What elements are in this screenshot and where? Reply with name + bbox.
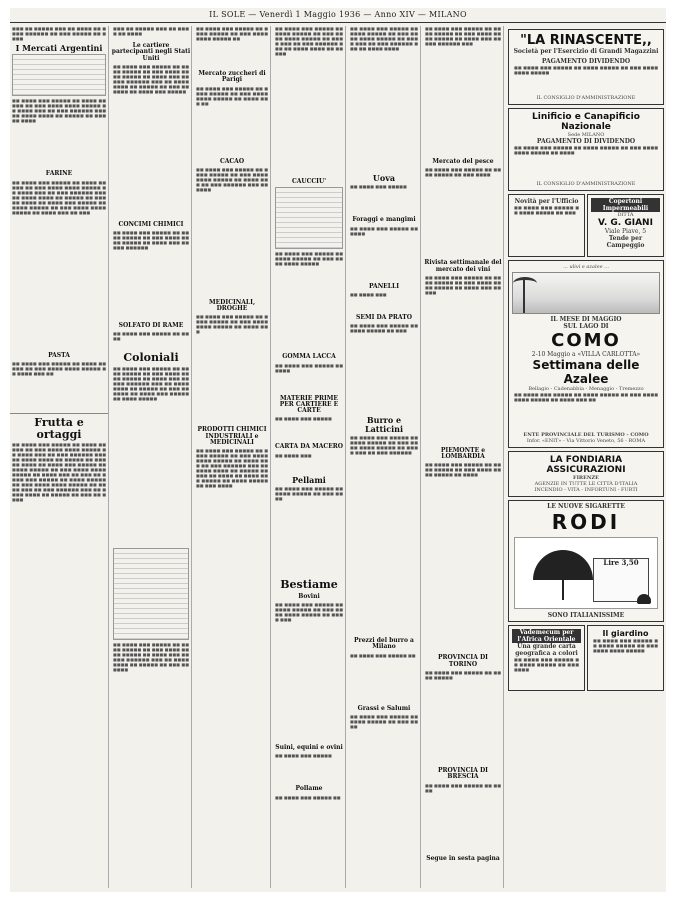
heading-frutta-ortaggi: Frutta e ortaggi <box>34 415 84 441</box>
heading-cacao: CACAO <box>219 157 245 165</box>
ad-rodi-illustration <box>514 537 658 609</box>
heading-uova: Uova <box>372 173 396 183</box>
filler-text: ■■ ■■■■ ■■■ ■■■■■ ■■ ■■■■ <box>113 331 189 342</box>
ad-vademecum-title: Vademecum per l'Africa Orientale <box>512 629 581 643</box>
ad-como-week: Settimana delle Azalee <box>532 358 640 386</box>
filler-text: ■■ ■■■■ ■■■ ■■■■■ ■■ ■■■■ ■■■■■ ■■ ■■■ ■■■■ ■■■■ ■■■■■ ■■ ■■■■ ■■■ ■■ ■■■ ■■■■■■ ■■■ ■■ ■■■■ ■■■■ ■■ ■■■■■ ■■ ■■■ ■■ ■■■■ <box>113 642 189 673</box>
heading-mercati-argentini: I Mercati Argentini <box>15 43 103 53</box>
heading-foraggi: Foraggi e mangimi <box>352 216 416 224</box>
ad-fondiaria-sub: AGENZIE IN TUTTE LE CITTÀ D'ITALIA <box>534 481 638 487</box>
lake-illustration <box>512 272 660 314</box>
ad-rinascente-head: PAGAMENTO DIVIDENDO <box>541 58 631 65</box>
filler-text: ■■ ■■■■ ■■■ ■■■■■ ■■ ■■■■ ■■■■■ ■■ ■■■ ■■■■ ■■■■ ■■■■■ ■■ ■■■■ ■■■ ■■ ■■■ ■■■■■■ ■■■ ■■ ■■■■ ■■■■ ■■ ■■■■■ ■■ ■■■ ■■ ■■■■ <box>12 98 106 124</box>
ad-novita-ufficio <box>508 194 585 257</box>
ad-como-dates: 2-10 Maggio a «VILLA CARLOTTA» <box>531 351 641 358</box>
ad-rodi <box>508 500 664 622</box>
heading-brescia: PROVINCIA DI BRESCIA <box>438 767 488 781</box>
palm-icon <box>523 279 547 313</box>
heading-mercato-pesce: Mercato del pesce <box>432 158 494 165</box>
filler-text: ■■ ■■■■ ■■■ ■■■■■ ■■ ■■■■ ■■■■■ ■■ ■■■ ■■■■ ■■■■ ■■■■■ ■■ ■■■■ ■■■ <box>196 314 268 335</box>
filler-text: ■■ ■■■■ ■■■ ■■■■■ ■■ <box>350 652 416 658</box>
ad-giani-ditta: DITTA <box>617 212 634 218</box>
heading-farine: FARINE <box>45 170 73 178</box>
ad-giani-name: V. G. GIANI <box>598 218 653 228</box>
ad-como-city: COMO <box>551 330 621 351</box>
ad-fondiaria-rami: INCENDIO - VITA - INFORTUNI - FURTI <box>534 487 638 493</box>
filler-text: ■■ ■■■■ ■■■ ■■■■■ ■■ ■■■■ ■■■■■ ■■ ■■■ ■■■■ ■■■■ ■■■■■ ■■ ■■■■ ■■■ ■■ ■■■ ■■■■■■ ■■■ ■■ ■■■■ ■■■■ ■■ ■■■■■ ■■ ■■■ ■■ ■■■■ ■■ ■■■■ ■■■ ■■■■■ <box>113 63 189 94</box>
price-table <box>12 54 106 96</box>
ad-giani-row <box>508 194 664 257</box>
heading-caucciu: CAUCCIU' <box>291 178 327 185</box>
ad-rinascente-sub: Società per l'Esercizio di Grandi Magazzini <box>513 48 659 55</box>
heading-panelli: PANELLI <box>368 282 400 290</box>
ad-giani-box: Copertoni Impermeabili <box>591 198 660 212</box>
ad-como-top: ... ulivi e azalee ... <box>563 264 609 270</box>
ad-vademecum <box>508 625 585 691</box>
heading-cartiere: Le cartiere partecipanti negli Stati Uniti <box>111 42 191 62</box>
filler-text: ■■ ■■■■ ■■■ ■■■■■ ■■ ■■■■ ■■■■■ ■■ ■■■ ■■■■ ■■■■ ■■■■■ ■■ ■■■■ ■■■ ■■ <box>196 85 268 106</box>
filler-text: ■■ ■■■■ ■■■ ■■■■■ ■■ ■■■■ ■■■■■ <box>425 670 501 681</box>
column-4 <box>273 26 346 888</box>
newspaper-page <box>10 8 666 892</box>
filler-text: ■■ ■■■■ ■■■ ■■■■■ ■■ ■■■■ ■■■■■ ■■ ■■■ ■■■■ ■■■■ ■■■■■ <box>275 251 343 267</box>
filler-text: ■■ ■■■■ ■■■ ■■■■■ ■■ ■■■■ ■■■■■ ■■ ■■■ ■■■■ ■■■■ ■■■■■ ■■ ■■■■ ■■■ ■■ ■■■ ■■■■■■ ■■■ ■■ ■■■■ ■■■■ ■■ ■■■■■ ■■ ■■■ ■■ ■■■■ ■■ ■■■■ ■■■ ■■■■■ ■■ ■■■■ ■■■■■ <box>113 366 189 402</box>
heading-burro-latticini: Burro e Latticini <box>364 415 403 434</box>
ad-linificio <box>508 108 664 191</box>
ad-giani <box>587 194 664 257</box>
heading-prodotti-chimici: PRODOTTI CHIMICI INDUSTRIALI e MEDICINALI <box>197 426 267 447</box>
ad-como-places: Bellagio - Cadenabbia - Menaggio - Tremezzo <box>528 386 644 392</box>
divider <box>10 413 108 414</box>
ad-fondiaria <box>508 451 664 497</box>
heading-concimi: CONCIMI CHIMICI <box>118 220 184 228</box>
filler-text: ■■ ■■■■ ■■■ ■■■■■ ■■ ■■■■ ■■■■■ ■■ ■■■ <box>514 205 579 215</box>
heading-zuccheri-parigi: Mercato zuccheri di Parigi <box>198 70 266 84</box>
ad-linificio-sub: Sede MILANO <box>567 132 605 138</box>
ad-linificio-title: Linificio e Canapificio Nazionale <box>532 112 640 132</box>
ad-como-info: Infor. «ENIT» - Via Vittorio Veneto, 56 - ROMA <box>526 438 646 444</box>
filler-text: ■■ ■■■■ ■■■ <box>275 452 312 458</box>
filler-text: ■■ ■■■■ ■■■ ■■■■■ ■■ ■■■■ ■■■■■ ■■ ■■■ ■■■■ <box>275 486 343 502</box>
heading-prezzi-burro: Prezzi del burro a Milano <box>354 637 414 651</box>
ad-como-ente: ENTE PROVINCIALE DEL TURISMO - COMO <box>523 432 649 438</box>
ad-giardino-title: Il giardino <box>602 629 649 638</box>
filler-text: ■■■ ■■ ■■■■■ ■■■ ■■ ■■■■ ■■ ■■■■ ■■■■■■ ■■ ■■■ ■■■■■ ■■ ■■■■ <box>12 26 106 41</box>
heading-carta-macero: CARTA DA MACERO <box>275 443 343 451</box>
filler-text: ■■ ■■■■ ■■■ ■■■■■ ■■ ■■■■ ■■■■■ ■■ ■■■ ■■■■ ■■■■ ■■■■■ ■■ ■■■■ ■■■ ■■ ■■■ ■■■■■■ ■■■ ■■ ■■■■ ■■■■ ■■ ■■■■■ ■■ ■■■ ■■ ■■■■ ■■ ■■■■ ■■■ ■■■■■ ■■ ■■■■ ■■■■■ ■■ ■■■ ■■■■ ■■■■ ■■■■■ ■■ ■■■■ ■■■ ■■ ■■■ ■■ ■■■■ ■■■ ■■■■■ ■■ ■■■■ ■■■■■ ■■ ■■■ ■■■■ ■■■■ ■■■■■ ■■ ■■■■ ■■■ ■■ ■■■ ■■■■■■ ■■■ ■■ ■■■■ ■■■■ ■■ ■■■■■ ■■ ■■■ ■■ ■■■■ <box>12 442 106 503</box>
price-table <box>275 187 343 249</box>
heading-gomma-lacca: GOMMA LACCA <box>282 353 336 361</box>
column-3 <box>194 26 271 888</box>
filler-text: ■■ ■■■■ ■■■ ■■■■■ <box>275 753 332 759</box>
column-2 <box>111 26 192 888</box>
ad-giani-addr: Viale Piave, 5 <box>604 228 647 235</box>
heading-pollame: Pollame <box>295 785 323 793</box>
filler-text: ■■ ■■■■ ■■■ ■■■■■ ■■ ■■■■ ■■■■■ ■■ ■■■ ■■■■ ■■■■ ■■■■■ <box>514 65 658 75</box>
ad-bottom-row <box>508 625 664 691</box>
ad-vademecum-body: Una grande carta geografica a colori <box>515 643 578 657</box>
heading-solfato: SOLFATO DI RAME <box>118 322 184 330</box>
ad-fondiaria-city: FIRENZE <box>573 475 599 481</box>
filler-text: ■■ ■■■■ ■■■ ■■■■■ ■■ ■■■■ ■■■■■ ■■ ■■■ ■■■■ <box>350 713 418 729</box>
heading-bestiame: Bestiame <box>280 578 338 592</box>
heading-piemonte: PIEMONTE e LOMBARDIA <box>440 446 486 461</box>
filler-text: ■■ ■■■■ ■■■ ■■■■■ ■■ ■■■■ ■■■■■ ■■ ■■■ ■■■■ ■■■■ ■■■■■ ■■ ■■■■ ■■■ ■■ ■■■ ■■■■■■ ■■■ ■■ ■■■■ <box>196 166 268 192</box>
filler-text: ■■ ■■■■ ■■■ ■■■■■ ■■ ■■■■ ■■■■■ ■■ ■■■ ■■■■ <box>425 167 501 178</box>
ad-rodi-name: RODI <box>551 510 621 534</box>
ads-column <box>506 26 666 888</box>
heading-pellami: Pellami <box>292 474 326 485</box>
filler-text: ■■ ■■■■ ■■■ ■■■■■ ■■ ■■■■ ■■■■■ ■■ ■■■ ■■■■ ■■■■ ■■■■■ ■■ <box>196 26 268 41</box>
ad-giani-tende: Tende per Campeggio <box>606 235 645 249</box>
filler-text: ■■ ■■■■ ■■■ ■■■■■ ■■ ■■■■ ■■■■■ ■■ ■■■ ■■■■ ■■■■ ■■■■■ ■■ ■■■■ <box>425 462 501 478</box>
ad-rinascente <box>508 29 664 105</box>
column-1 <box>10 26 109 888</box>
ad-rinascente-sign: IL CONSIGLIO D'AMMINISTRAZIONE <box>536 95 636 101</box>
ad-rodi-price: Lire 3,50 <box>593 558 649 602</box>
filler-text: ■■ ■■■■ ■■■ ■■■■■ ■■ ■■■■ <box>275 362 343 373</box>
umbrella-handle-icon <box>562 580 564 600</box>
filler-text: ■■ ■■■■ ■■■ ■■■■■ ■■ ■■■■ ■■■■■ ■■ ■■■ ■■■■ ■■■■ ■■■■■ ■■ ■■■■ <box>514 145 658 155</box>
filler-text: ■■■ ■■ ■■■■■ ■■■ ■■ ■■■■ ■■ ■■■■ <box>113 26 189 36</box>
filler-text: ■■ ■■■■ ■■■ ■■■■■ <box>350 184 407 190</box>
filler-text: ■■ ■■■■ ■■■ ■■■■■ ■■ ■■■■ ■■■■■ ■■ ■■■ ■■■■ ■■■■ ■■■■■ ■■ ■■■■ ■■■ ■■ <box>514 392 658 402</box>
heading-coloniali: Coloniali <box>123 351 179 365</box>
ad-linificio-sign: IL CONSIGLIO D'AMMINISTRAZIONE <box>536 181 636 187</box>
dog-icon <box>637 594 651 604</box>
filler-text: ■■ ■■■■ ■■■ ■■■■■ ■■ ■■■■ <box>350 225 418 236</box>
price-table <box>113 548 189 640</box>
ad-como-l1: IL MESE DI MAGGIO <box>550 316 622 323</box>
filler-text: ■■ ■■■■ ■■■ ■■■■■ ■■ ■■■■ ■■■■■ ■■ ■■■ ■■■■ ■■■■ ■■■■■ ■■ ■■■■ ■■■ ■■ ■■■ ■■■■■■ ■■■ ■■ ■■■■ ■■■■ ■■ ■■■■■ ■■ ■■■ ■■ ■■■■ ■■ ■■■■ ■■■ ■■■■■ ■■ ■■■■ ■■■■■ ■■ ■■■ ■■■■ ■■■■ ■■■■■ ■■ ■■■■ ■■■ ■■ ■■■ <box>12 179 106 215</box>
heading-torino: PROVINCIA DI TORINO <box>438 654 488 668</box>
ad-como <box>508 260 664 448</box>
filler-text: ■■ ■■■■ ■■■ ■■■■■ ■■ ■■■■ ■■■■■ ■■ ■■■ ■■■■ ■■■■ ■■■■■ ■■ ■■■■ ■■■ ■■ ■■■ <box>425 274 501 295</box>
ad-novita-title: Novità per l'Ufficio <box>514 198 579 205</box>
ad-rodi-bottom: SONO ITALIANISSIME <box>547 612 625 619</box>
filler-text: ■■ ■■■■ ■■■ ■■■■■ ■■ ■■■■ <box>425 782 501 793</box>
heading-materie-prime: MATERIE PRIME PER CARTIERE E CARTE <box>279 394 339 415</box>
filler-text: ■■ ■■■■ ■■■ ■■■■■ ■■ ■■■■ ■■■■■ ■■ ■■■ ■■■■ ■■■■ ■■■■■ ■■ ■■■■ ■■■ ■■ ■■■ ■■■■■■ ■■■ <box>425 26 501 46</box>
ad-linificio-head: PAGAMENTO DI DIVIDENDO <box>536 138 636 145</box>
column-6 <box>423 26 504 888</box>
filler-text: ■■ ■■■■ ■■■ ■■■■■ ■■ <box>275 794 341 800</box>
masthead: IL SOLE — Venerdì 1 Maggio 1936 — Anno XIV — MILANO <box>10 8 666 23</box>
ad-giardino <box>587 625 664 691</box>
filler-text: ■■ ■■■■ ■■■ ■■■■■ ■■ ■■■■ ■■■■■ ■■ ■■■ ■■■■ <box>514 657 579 672</box>
filler-text: ■■ ■■■■ ■■■ ■■■■■ ■■ ■■■■ ■■■■■ ■■ ■■■ ■■■■ ■■■■ ■■■■■ ■■ ■■■■ ■■■ ■■ ■■■ ■■■■■■ <box>350 435 418 456</box>
filler-text: ■■ ■■■■ ■■■ ■■■■■ ■■ ■■■■ ■■■■■ ■■ ■■■ ■■■■ ■■■■ ■■■■■ ■■ ■■■■ ■■■ ■■ ■■■ ■■■■■■ ■■■ ■■ ■■■■ ■■■■ ■■ ■■■■■ <box>275 26 343 56</box>
filler-text: ■■ ■■■■ ■■■ <box>350 291 387 297</box>
ad-rodi-top: LE NUOVE SIGARETTE <box>547 503 625 510</box>
continued-note: Segue in sesta pagina <box>426 854 500 862</box>
filler-text: ■■ ■■■■ ■■■ ■■■■■ ■■ ■■■■ ■■■■■ ■■ ■■■ ■■■■ ■■■■ ■■■■■ ■■ ■■■■ ■■■ ■■ <box>12 360 106 376</box>
heading-pasta: PASTA <box>48 351 70 359</box>
ad-fondiaria-title: LA FONDIARIA ASSICURAZIONI <box>546 455 626 475</box>
filler-text: ■■ ■■■■ ■■■ ■■■■■ ■■ ■■■■ ■■■■■ ■■ ■■■ ■■■■ ■■■■ ■■■■■ ■■ ■■■■ ■■■ <box>275 602 343 623</box>
heading-suini: Suini, equini e ovini <box>275 744 343 752</box>
ad-como-l2: SUL LAGO DI <box>563 323 609 330</box>
heading-bovini: Bovini <box>298 592 320 600</box>
filler-text: ■■ ■■■■ ■■■ ■■■■■ <box>275 416 332 422</box>
heading-grassi-salumi: Grassi e Salumi <box>357 704 411 712</box>
filler-text: ■■ ■■■■ ■■■ ■■■■■ ■■ ■■■■ ■■■■■ ■■ ■■■ ■■■■ ■■■■ ■■■■■ ■■ ■■■■ ■■■ ■■ ■■■ ■■■■■■ <box>113 230 189 251</box>
filler-text: ■■ ■■■■ ■■■ ■■■■■ ■■ ■■■■ ■■■■■ ■■ ■■■ ■■■■ ■■■■ ■■■■■ <box>593 638 658 653</box>
umbrella-icon <box>533 550 593 580</box>
ad-rinascente-title: "LA RINASCENTE,, <box>520 33 652 48</box>
filler-text: ■■ ■■■■ ■■■ ■■■■■ ■■ ■■■■ ■■■■■ ■■ ■■■ <box>350 323 418 334</box>
heading-medicinali: MEDICINALI, DROGHE <box>208 298 256 313</box>
column-5 <box>348 26 421 888</box>
filler-text: ■■ ■■■■ ■■■ ■■■■■ ■■ ■■■■ ■■■■■ ■■ ■■■ ■■■■ ■■■■ ■■■■■ ■■ ■■■■ ■■■ ■■ ■■■ ■■■■■■ ■■■ ■■ ■■■■ ■■■■ ■■ ■■■■■ ■■ ■■■ ■■ ■■■■ ■■ ■■■■ ■■■ ■■■■■ ■■ ■■■■ ■■■■■ ■■ ■■■ ■■■■ <box>196 448 268 489</box>
filler-text: ■■ ■■■■ ■■■ ■■■■■ ■■ ■■■■ ■■■■■ ■■ ■■■ ■■■■ ■■■■ ■■■■■ ■■ ■■■■ ■■■ ■■ ■■■ ■■■■■■ ■■■ ■■ ■■■■ ■■■■ <box>350 26 418 51</box>
heading-rivista-vini: Rivista settimanale del mercato dei vini <box>424 259 502 273</box>
heading-semi-prato: SEMI DA PRATO <box>356 313 412 321</box>
